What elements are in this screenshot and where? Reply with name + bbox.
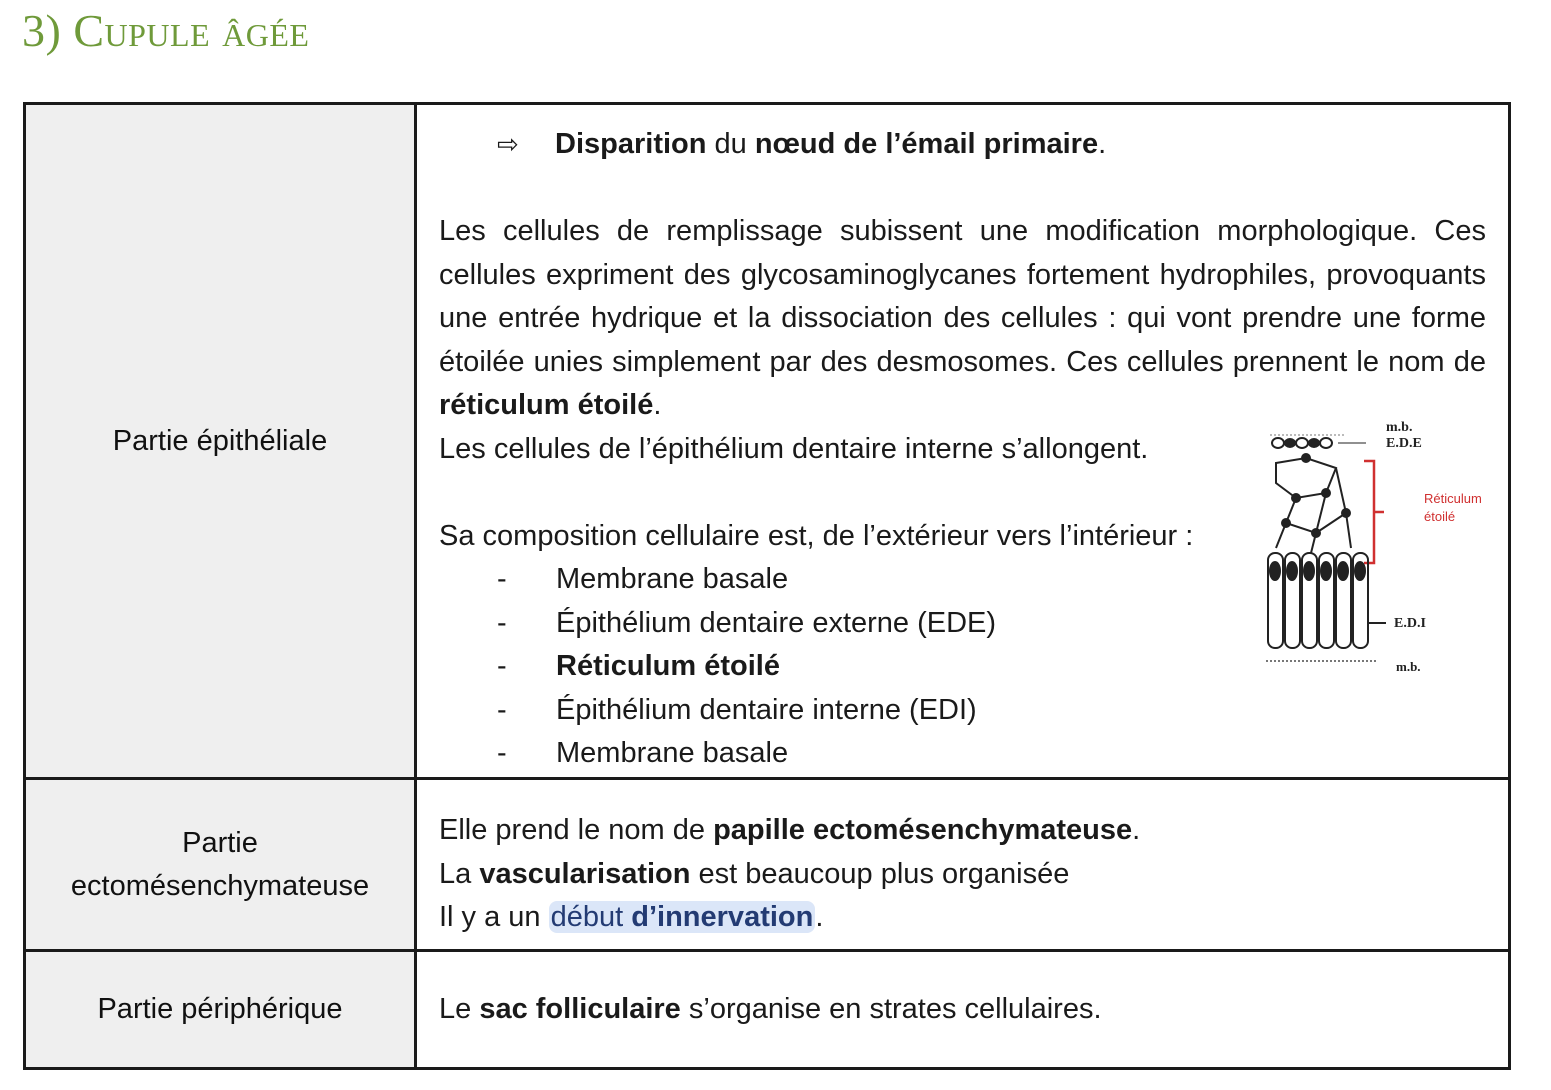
diagram-label: Réticulum (1424, 491, 1482, 506)
diagram-label: m.b. (1386, 420, 1413, 435)
list-item: - Membrane basale (497, 737, 789, 769)
list-item: - Réticulum étoilé (497, 650, 780, 682)
diagram-label: E.D.I (1394, 616, 1426, 631)
diagram-label: m.b. (1396, 659, 1421, 673)
table-row (25, 779, 1510, 951)
composition-intro: Sa composition cellulaire est, de l’extérieur vers l’intérieur : (439, 519, 1194, 552)
table-row (25, 104, 1510, 779)
membrane-top-icon (1270, 435, 1366, 448)
structure-table (23, 102, 1511, 1070)
arrow-icon: ⇨ (497, 129, 519, 159)
row-label: Partie ectomésenchymateuse (25, 779, 416, 951)
paragraph: Les cellules de l’épithélium dentaire interne s’allongent. (439, 432, 1149, 465)
row-content: Elle prend le nom de papille ectomésenchymateuse. La vascularisation est beaucoup plus organisée Il y a un début d’innervation. (416, 779, 1510, 951)
row-content: Le sac folliculaire s’organise en strates cellulaires. (416, 951, 1510, 1069)
list-item: - Membrane basale (497, 563, 789, 595)
section-heading: 3) Cupule âgée (22, 5, 310, 56)
diagram-label: E.D.E (1386, 436, 1422, 451)
enamel-organ-diagram (1256, 413, 1496, 673)
highlight: début d’innervation (550, 901, 814, 934)
row-label: Partie épithéliale (25, 104, 416, 779)
list-item: - Épithélium dentaire externe (EDE) (497, 606, 997, 639)
list-item: - Épithélium dentaire interne (EDI) (497, 693, 977, 726)
row-label: Partie périphérique (25, 951, 416, 1069)
paragraph: Les cellules de remplissage subissent une modification morphologique. Ces cellules expriment des glycosaminoglycanes fortement hydrophiles, provoquants une entrée hydrique et la dissociation des cellules : qui vont prendre une forme étoilée unies simplement par des desmosomes. Ces cellules prennent le nom de réticulum étoilé. (439, 215, 1486, 421)
diagram-label: étoilé (1424, 509, 1456, 524)
bracket-icon (1364, 461, 1384, 563)
columnar-cells-icon (1266, 553, 1386, 661)
table-row (25, 951, 1510, 1069)
reticulum-network-icon (1276, 454, 1351, 553)
arrow-line: ⇨ Disparition du nœud de l’émail primaire. (439, 123, 1486, 167)
row-content (416, 104, 1510, 779)
